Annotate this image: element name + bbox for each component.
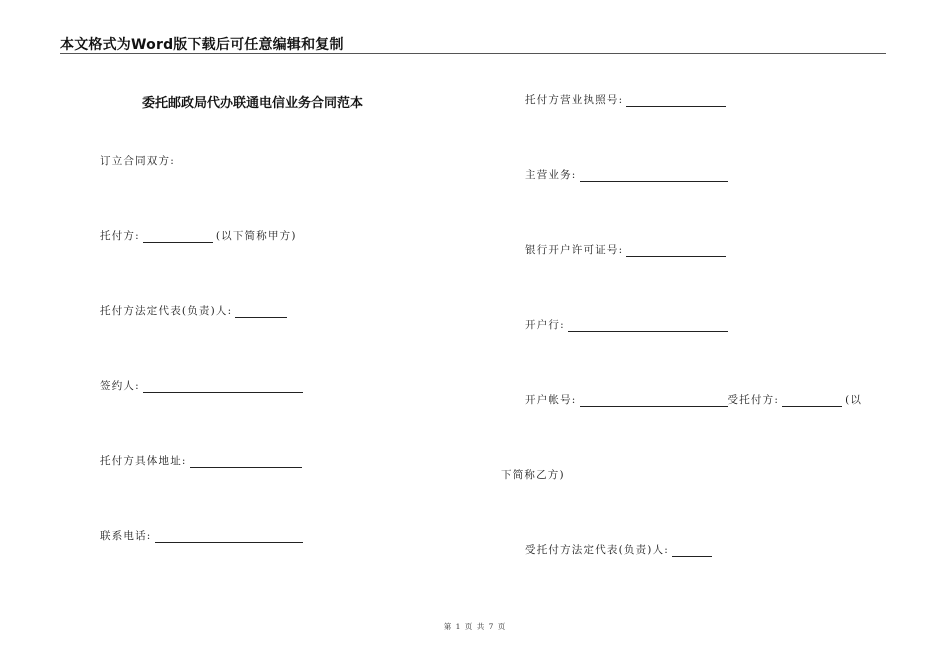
- phone-label: 联系电话:: [100, 530, 152, 542]
- entrustor-suffix: (以下简称甲方): [215, 230, 297, 242]
- header-text: 本文格式为Word版下载后可任意编辑和复制: [60, 37, 344, 53]
- trustee-label: 受托付方:: [727, 394, 780, 406]
- page-header: [60, 34, 886, 54]
- page-footer: [0, 621, 950, 632]
- address-label: 托付方具体地址:: [100, 455, 187, 467]
- phone-line: [100, 528, 306, 543]
- document-title: 委托邮政局代办联通电信业务合同范本: [142, 96, 364, 111]
- bank-line: [525, 317, 731, 332]
- bank-blank[interactable]: [568, 319, 728, 332]
- intro-label: 订立合同双方:: [100, 155, 175, 167]
- bank-permit-line: [525, 242, 729, 257]
- account-blank[interactable]: [580, 394, 728, 407]
- trustee-suffix-start: (以: [845, 394, 863, 406]
- trustee-suffix-end: 下简称乙方): [501, 469, 565, 481]
- legal-rep-blank[interactable]: [235, 305, 287, 318]
- page-number: 第 1 页 共 7 页: [443, 622, 507, 631]
- trustee-blank[interactable]: [782, 394, 842, 407]
- account-line: [525, 392, 862, 407]
- business-blank[interactable]: [580, 169, 728, 182]
- trustee-legal-rep-label: 受托付方法定代表(负责)人:: [525, 544, 670, 556]
- trustee-suffix-line: [501, 467, 565, 482]
- entrustor-line: [100, 228, 297, 243]
- address-line: [100, 453, 305, 468]
- trustee-legal-rep-blank[interactable]: [672, 544, 712, 557]
- trustee-legal-rep-line: [525, 542, 715, 557]
- legal-rep-label: 托付方法定代表(负责)人:: [100, 305, 233, 317]
- license-label: 托付方营业执照号:: [525, 94, 624, 106]
- bank-permit-label: 银行开户许可证号:: [525, 244, 624, 256]
- account-label: 开户帐号:: [525, 394, 577, 406]
- signatory-label: 签约人:: [100, 380, 140, 392]
- signatory-line: [100, 378, 306, 393]
- entrustor-label: 托付方:: [100, 230, 140, 242]
- signatory-blank[interactable]: [143, 380, 303, 393]
- intro-line: [100, 153, 175, 168]
- license-blank[interactable]: [626, 94, 726, 107]
- phone-blank[interactable]: [155, 530, 303, 543]
- business-label: 主营业务:: [525, 169, 577, 181]
- license-line: [525, 92, 729, 107]
- address-blank[interactable]: [190, 455, 302, 468]
- business-line: [525, 167, 731, 182]
- bank-permit-blank[interactable]: [626, 244, 726, 257]
- legal-rep-line: [100, 303, 290, 318]
- entrustor-blank[interactable]: [143, 230, 213, 243]
- bank-label: 开户行:: [525, 319, 565, 331]
